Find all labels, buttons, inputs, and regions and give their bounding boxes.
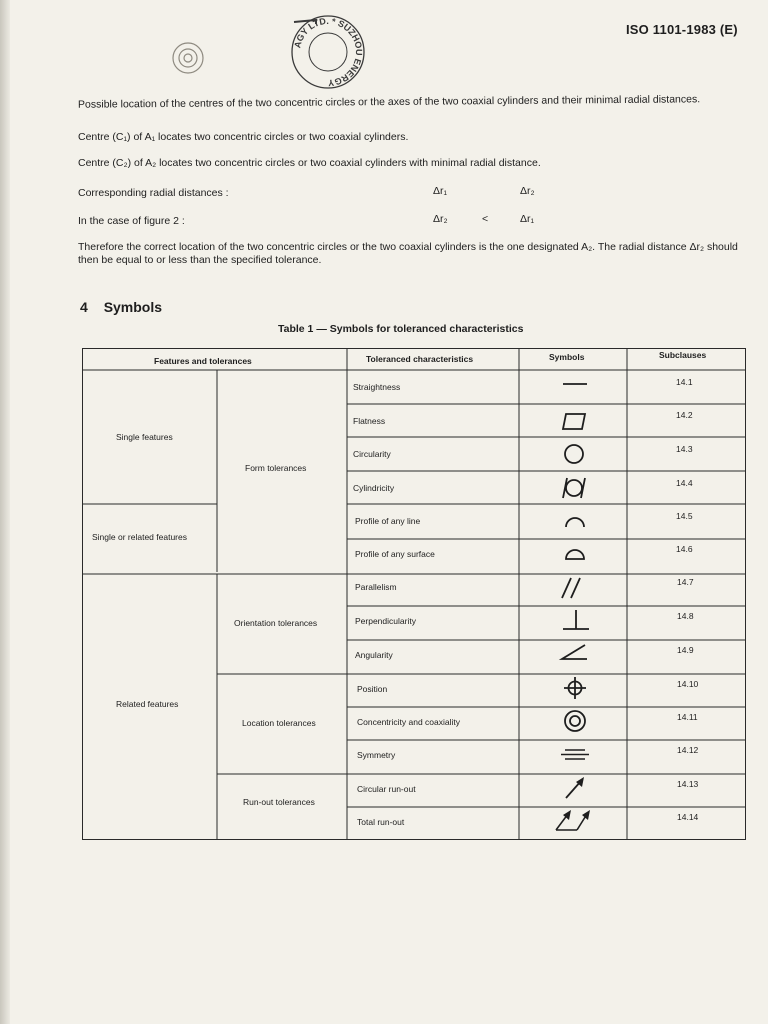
intro-paragraph-1: Possible location of the centres of the two concentric circles or the axes of the two coaxial cylinders and their minimal radial distances.	[77, 93, 701, 111]
row-name: Angularity	[355, 650, 393, 660]
angularity-icon	[547, 641, 603, 669]
company-stamp	[288, 12, 368, 92]
figure-2-c: Δr₁	[520, 213, 535, 225]
header-features: Features and tolerances	[154, 356, 252, 366]
profile-surface-icon	[547, 541, 603, 565]
group-single-related: Single or related features	[92, 532, 187, 542]
document-id: ISO 1101-1983 (E)	[626, 22, 738, 37]
concentricity-icon	[547, 707, 603, 735]
row-subclause: 14.12	[677, 745, 699, 755]
flatness-icon	[547, 408, 603, 434]
row-name: Straightness	[353, 382, 401, 392]
row-name: Total run-out	[357, 817, 405, 827]
radial-distances-label: Corresponding radial distances :	[78, 187, 229, 199]
row-name: Profile of any line	[355, 516, 421, 526]
row-subclause: 14.13	[677, 779, 699, 789]
group-runout-tolerances: Run-out tolerances	[243, 797, 315, 807]
row-subclause: 14.5	[676, 511, 693, 521]
row-name: Profile of any surface	[355, 549, 435, 559]
row-subclause: 14.11	[677, 712, 698, 722]
group-related-features: Related features	[116, 699, 179, 709]
radial-distance-a: Δr₁	[433, 185, 448, 197]
circular-runout-icon	[547, 774, 603, 802]
stamp-text: AGY LTD. * SUZHOU ENERGY	[292, 15, 365, 89]
row-subclause: 14.8	[677, 611, 694, 621]
group-location-tolerances: Location tolerances	[242, 718, 316, 728]
section-number: 4	[80, 299, 88, 315]
row-name: Position	[357, 684, 388, 694]
row-name: Perpendicularity	[355, 616, 416, 626]
parallelism-icon	[547, 574, 603, 602]
group-form-tolerances: Form tolerances	[245, 463, 307, 473]
radial-distance-c: Δr₂	[520, 185, 535, 197]
symmetry-icon	[547, 740, 603, 768]
row-subclause: 14.9	[677, 645, 694, 655]
section-title: Symbols	[103, 299, 163, 315]
intro-paragraph-3: Centre (C₂) of A₂ locates two concentric circles or two coaxial cylinders with minimal radial distance.	[78, 157, 541, 169]
row-name: Flatness	[353, 416, 386, 426]
figure-2-a: Δr₂	[433, 213, 448, 225]
row-subclause: 14.3	[676, 444, 693, 454]
symbols-table	[82, 348, 746, 840]
cylindricity-icon	[547, 474, 603, 502]
table-grid	[82, 348, 746, 840]
section-heading	[80, 299, 162, 315]
intro-paragraph-6: Therefore the correct location of the two concentric circles or the two coaxial cylinders is the one designated A₂. The radial distance Δr₂ should then be equal to or less than the specified tolerance.	[78, 241, 738, 266]
circularity-icon	[547, 441, 603, 467]
row-name: Concentricity and coaxiality	[357, 717, 460, 727]
logo-mark	[170, 40, 206, 76]
row-subclause: 14.10	[677, 679, 699, 689]
figure-2-label: In the case of figure 2 :	[78, 215, 185, 227]
position-icon	[547, 674, 603, 702]
figure-2-comparison: <	[482, 213, 489, 225]
group-orientation-tolerances: Orientation tolerances	[234, 618, 318, 628]
total-runout-icon	[547, 806, 603, 836]
row-subclause: 14.1	[676, 377, 693, 387]
row-subclause: 14.7	[677, 577, 694, 587]
row-name: Circular run-out	[357, 784, 416, 794]
header-subclauses: Subclauses	[659, 350, 707, 360]
perpendicularity-icon	[547, 607, 603, 635]
header-characteristics: Toleranced characteristics	[366, 354, 474, 364]
row-name: Cylindricity	[353, 483, 395, 493]
profile-line-icon	[547, 508, 603, 532]
row-subclause: 14.2	[676, 410, 693, 420]
scan-edge	[0, 0, 10, 1024]
row-subclause: 14.4	[676, 478, 693, 488]
straightness-icon	[547, 376, 603, 398]
row-name: Circularity	[353, 449, 391, 459]
row-subclause: 14.6	[676, 544, 693, 554]
group-single-features: Single features	[116, 432, 173, 442]
intro-paragraph-2: Centre (C₁) of A₁ locates two concentric circles or two coaxial cylinders.	[78, 131, 409, 143]
header-symbols: Symbols	[549, 352, 585, 362]
row-name: Parallelism	[355, 582, 397, 592]
row-name: Symmetry	[357, 750, 396, 760]
row-subclause: 14.14	[677, 812, 699, 822]
table-caption: Table 1 — Symbols for toleranced characteristics	[278, 323, 524, 335]
